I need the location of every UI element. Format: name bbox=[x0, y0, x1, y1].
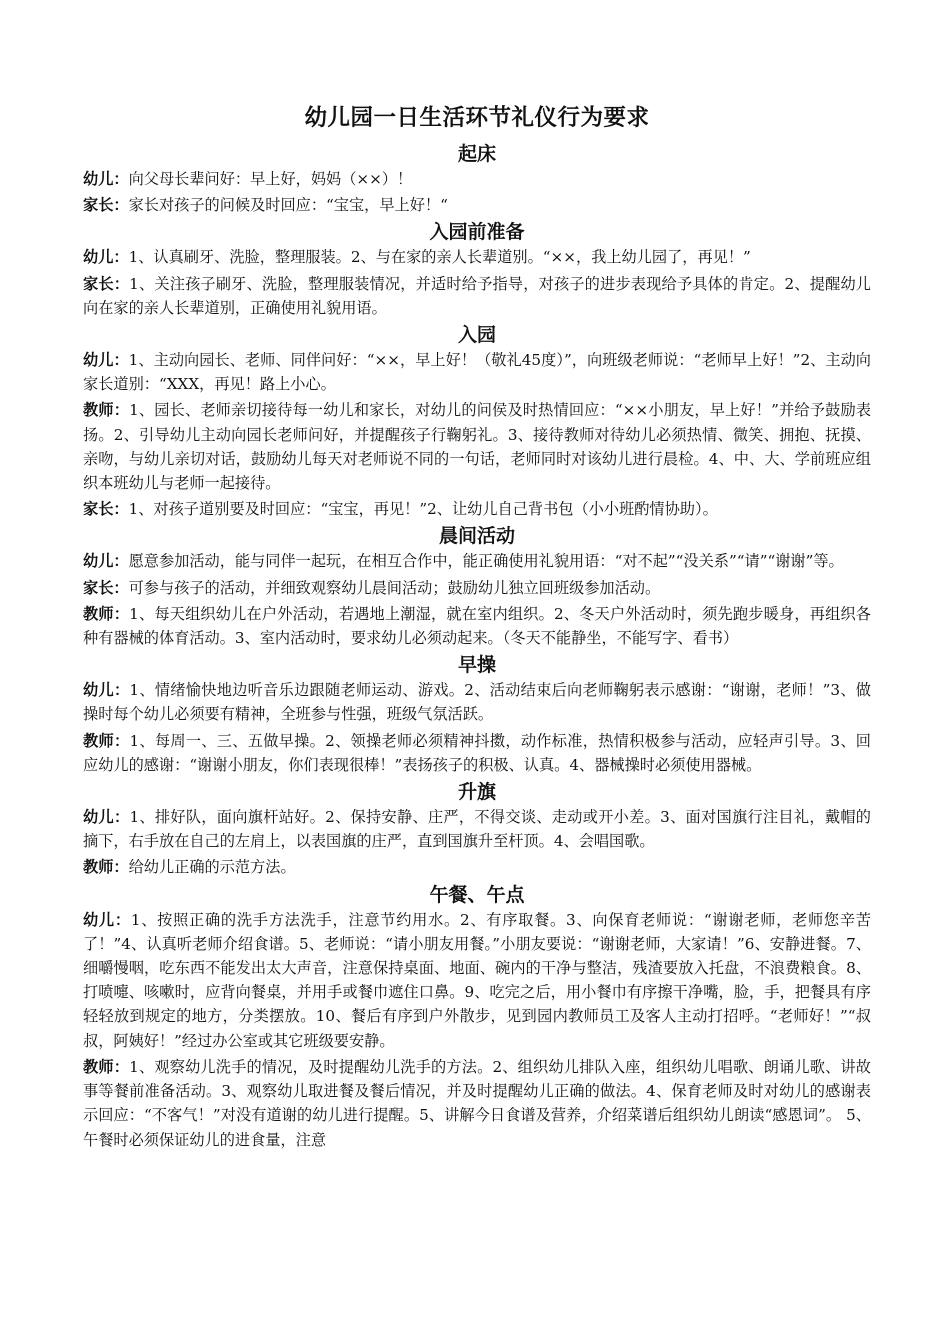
paragraph bbox=[83, 272, 871, 320]
role-label: 教师： bbox=[83, 1057, 130, 1076]
role-label: 幼儿： bbox=[83, 910, 131, 929]
document-page bbox=[83, 100, 871, 1154]
section bbox=[83, 219, 871, 320]
paragraph-text: 1、认真刷牙、洗脸，整理服装。2、与在家的亲人长辈道别。“××，我上幼儿园了，再见！” bbox=[128, 248, 751, 267]
role-label: 教师： bbox=[83, 731, 130, 750]
paragraph-text: 1、主动向园长、老师、同伴问好：“××，早上好！（敬礼45度）”，向班级老师说：“老师早上好！”2、主动向家长道别：“XXX，再见！路上小心。 bbox=[83, 351, 871, 394]
role-label: 幼儿： bbox=[83, 248, 129, 267]
document-body bbox=[83, 141, 871, 1152]
role-label: 教师： bbox=[83, 858, 129, 877]
paragraph bbox=[83, 497, 871, 521]
paragraph-text: 可参与孩子的活动，并细致观察幼儿晨间活动；鼓励幼儿独立回班级参加活动。 bbox=[128, 578, 661, 597]
paragraph-text: 1、情绪愉快地边听音乐边跟随老师运动、游戏。2、活动结束后向老师鞠躬表示感谢：“谢谢，老师！”3、做操时每个幼儿必须要有精神，全班参与性强，班级气氛活跃。 bbox=[83, 681, 871, 724]
paragraph bbox=[83, 245, 871, 269]
paragraph-text: 1、观察幼儿洗手的情况，及时提醒幼儿洗手的方法。2、组织幼儿排队入座，组织幼儿唱歌、朗诵儿歌、讲故事等餐前准备活动。3、观察幼儿取进餐及餐后情况，并及时提醒幼儿正确的做法。4、保育老师及时对幼儿的感谢表示回应：“不客气！”对没有道谢的幼儿进行提醒。5、讲解今日食谱及营养，介绍菜谱后组织幼儿朗读“感恩词”。 5、午餐时必须保证幼儿的进食量，注意 bbox=[83, 1057, 871, 1149]
paragraph-text: 1、园长、老师亲切接待每一幼儿和家长，对幼儿的问侯及时热情回应：“××小朋友，早上好！”并给予鼓励表扬。2、引导幼儿主动向园长老师问好，并提醒孩子行鞠躬礼。3、接待教师对待幼儿必须热情、微笑、拥抱、抚摸、亲吻，与幼儿亲切对话，鼓励幼儿每天对老师说不同的一句话，老师同时对该幼儿进行晨检。4、中、大、学前班应组织本班幼儿与老师一起接待。 bbox=[83, 401, 872, 493]
paragraph bbox=[83, 549, 871, 573]
paragraph-text: 向父母长辈问好：早上好，妈妈（××）！ bbox=[128, 170, 413, 188]
section-heading: 早操 bbox=[457, 654, 496, 677]
section bbox=[83, 779, 871, 880]
role-label: 幼儿： bbox=[83, 808, 130, 827]
paragraph bbox=[83, 576, 871, 600]
section-heading: 起床 bbox=[457, 143, 496, 165]
role-label: 家长： bbox=[83, 274, 130, 293]
document-title: 幼儿园一日生活环节礼仪行为要求 bbox=[304, 105, 650, 131]
role-label: 幼儿： bbox=[83, 170, 129, 188]
paragraph-text: 1、关注孩子刷牙、洗脸，整理服装情况，并适时给予指导，对孩子的进步表现给予具体的肯定。2、提醒幼儿向在家的亲人长辈道别，正确使用礼貌用语。 bbox=[83, 274, 871, 317]
paragraph-text: 愿意参加活动，能与同伴一起玩，在相互合作中，能正确使用礼貌用语：“对不起”“没关系”“请”“谢谢”等。 bbox=[128, 552, 844, 571]
paragraph bbox=[83, 805, 871, 853]
section-heading: 入园 bbox=[457, 324, 496, 347]
section bbox=[83, 322, 871, 521]
paragraph-text: 1、排好队，面向旗杆站好。2、保持安静、庄严，不得交谈、走动或开小差。3、面对国旗行注目礼，戴帽的摘下，右手放在自己的左肩上，以表国旗的庄严，直到国旗升至杆顶。4、会唱国歌。 bbox=[83, 808, 871, 851]
section-heading: 晨间活动 bbox=[438, 525, 515, 548]
section bbox=[83, 882, 871, 1152]
section bbox=[83, 523, 871, 650]
paragraph bbox=[83, 348, 871, 396]
paragraph bbox=[83, 167, 871, 191]
role-label: 幼儿： bbox=[83, 552, 129, 571]
paragraph bbox=[83, 602, 871, 650]
paragraph bbox=[83, 678, 871, 726]
role-label: 家长： bbox=[83, 500, 129, 519]
paragraph-text: 1、按照正确的洗手方法洗手，注意节约用水。2、有序取餐。3、向保育老师说：“谢谢老师，老师您辛苦了！”4、认真听老师介绍食谱。5、老师说：“请小朋友用餐。”小朋友要说：“谢谢老师，大家请！”6、安静进餐。7、细嚼慢咽，吃东西不能发出太大声音，注意保持桌面、地面、碗内的干净与整洁，残渣要放入托盘，不浪费粮食。8、打喷嚏、咳嗽时，应背向餐桌，并用手或餐巾遮住口鼻。9、吃完之后，用小餐巾有序擦干净嘴，脸，手，把餐具有序轻轻放到规定的地方，分类摆放。10、餐后有序到户外散步，见到园内教师员工及客人主动打招呼。“老师好！”“叔叔，阿姨好！”经过办公室或其它班级要安静。 bbox=[83, 910, 871, 1050]
paragraph-text: 给幼儿正确的示范方法。 bbox=[128, 858, 296, 877]
paragraph-text: 1、每周一、三、五做早操。2、领操老师必须精神抖擞，动作标准，热情积极参与活动，应轻声引导。3、回应幼儿的感谢：“谢谢小朋友，你们表现很棒！”表扬孩子的积极、认真。4、器械操时必须使用器械。 bbox=[83, 731, 871, 774]
section-heading: 升旗 bbox=[457, 781, 496, 804]
section-heading: 入园前准备 bbox=[429, 221, 525, 244]
role-label: 幼儿： bbox=[83, 351, 129, 370]
role-label: 家长： bbox=[83, 578, 129, 597]
section bbox=[83, 652, 871, 777]
role-label: 教师： bbox=[83, 604, 130, 623]
role-label: 教师： bbox=[83, 401, 130, 420]
section-heading: 午餐、午点 bbox=[429, 883, 525, 906]
role-label: 幼儿： bbox=[83, 681, 130, 700]
paragraph bbox=[83, 729, 871, 777]
section bbox=[83, 141, 871, 217]
paragraph-text: 家长对孩子的问候及时回应：“宝宝，早上好！“ bbox=[128, 196, 448, 215]
paragraph bbox=[83, 855, 871, 879]
paragraph bbox=[83, 398, 871, 495]
paragraph bbox=[83, 193, 871, 217]
paragraph bbox=[83, 908, 871, 1053]
paragraph-text: 1、每天组织幼儿在户外活动，若遇地上潮湿，就在室内组织。2、冬天户外活动时，须先跑步暖身，再组织各种有器械的体育活动。3、室内活动时，要求幼儿必须动起来。（冬天不能静坐，不能写字、看书） bbox=[83, 604, 871, 648]
paragraph bbox=[83, 1055, 871, 1152]
paragraph-text: 1、对孩子道别要及时回应：“宝宝，再见！”2、让幼儿自己背书包（小小班酌情协助）。 bbox=[128, 500, 718, 519]
role-label: 家长： bbox=[83, 196, 129, 215]
